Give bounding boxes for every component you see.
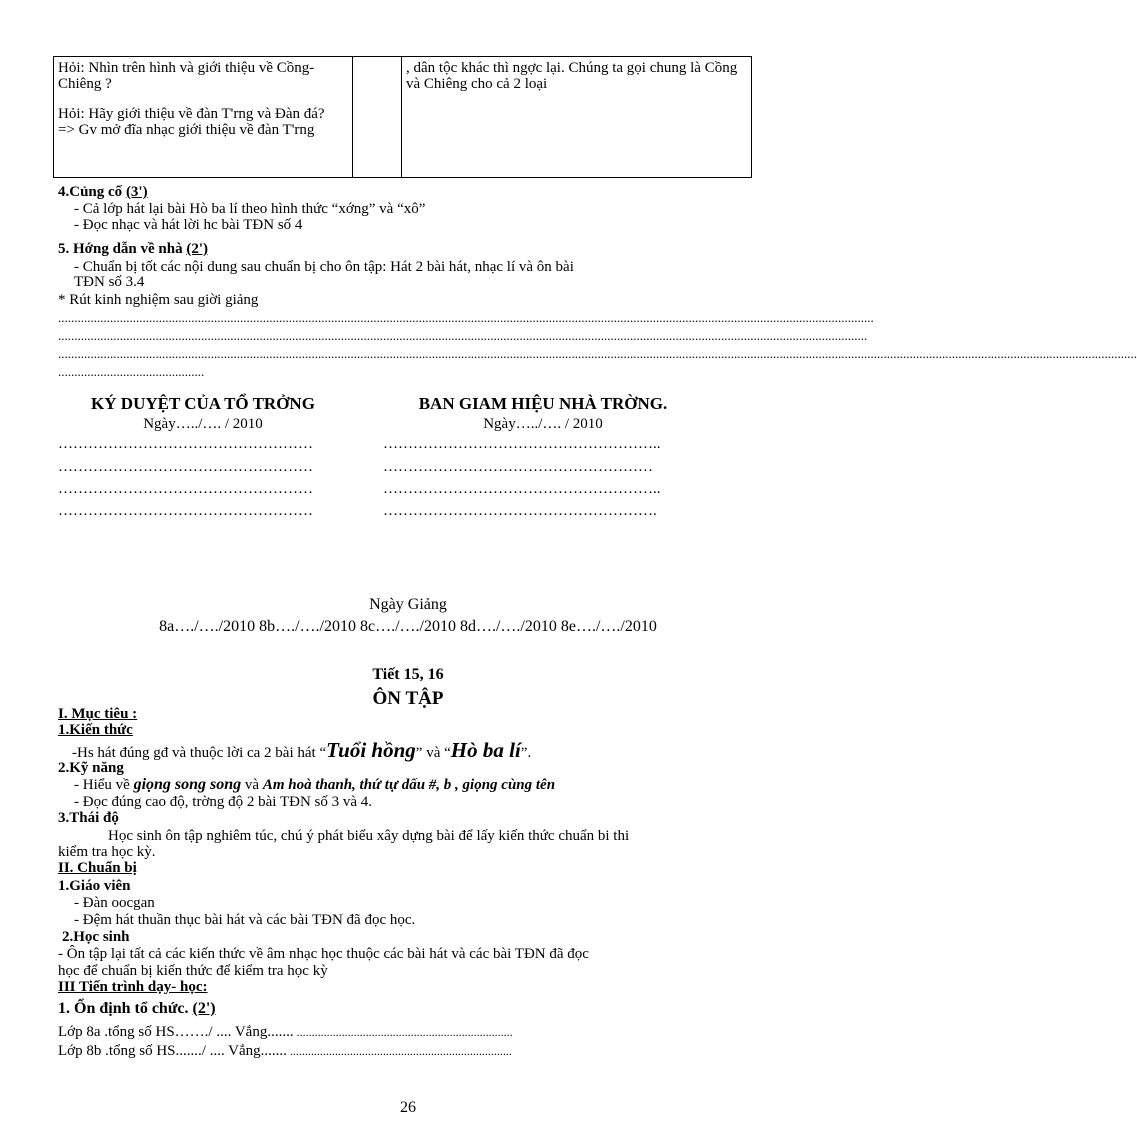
- ngay-giang-classes: 8a…./…./2010 8b…./…./2010 8c…./…./2010 8d…./…./2010 8e…./…./2010: [159, 618, 657, 635]
- dotted-line-4: .............................................: [58, 364, 205, 379]
- huongdan-time: (2'): [186, 241, 209, 257]
- lop-8a-dots: ........................................................................: [293, 1025, 513, 1039]
- chuanbi-heading: II. Chuẩn bị: [58, 860, 137, 876]
- ngay-giang-label: Ngày Giảng: [369, 596, 447, 613]
- huongdan-heading-text: 5. Hớng dẫn về nhà: [58, 241, 187, 257]
- ondinh-text: 1. Ổn định tổ chức.: [58, 1000, 193, 1017]
- sign-left-line-1: ……………………………………………: [58, 436, 313, 452]
- cungco-time: (3'): [125, 184, 148, 200]
- page-number: 26: [400, 1099, 416, 1116]
- ondinh-time: (2'): [192, 1000, 216, 1017]
- dotted-line-3: ............................................................................................................................................................................................................................................................................................................................................: [58, 346, 1137, 361]
- sign-left-line-2: ……………………………………………: [58, 459, 313, 475]
- dotted-line-2: .........................................................................................................................................................................................................................................................: [58, 328, 868, 343]
- ondinh-heading: [58, 1001, 216, 1017]
- muctieu-heading: I. Mục tiêu :: [58, 706, 138, 722]
- lop-8a-text: Lớp 8a .tổng số HS……./ .... Vắng.......: [58, 1024, 294, 1040]
- lop-8a-line: [58, 1024, 513, 1040]
- lesson-table: [53, 56, 752, 178]
- table-question-1: Hỏi: Nhìn trên hình và giới thiệu về Cồng- Chiêng ?: [58, 60, 315, 92]
- sign-left-line-3: ……………………………………………: [58, 481, 313, 497]
- table-question-2: Hỏi: Hãy giới thiệu về đàn T'rng và Đàn đá?: [58, 106, 325, 122]
- sign-right-line-2: ………………………………………………: [383, 459, 653, 475]
- table-left-cell: [54, 57, 353, 178]
- kynang-heading: 2.Kỹ năng: [58, 760, 124, 776]
- lesson-tiet: Tiết 15, 16: [372, 666, 444, 683]
- huongdan-heading: [58, 241, 208, 257]
- sign-left-title: KÝ DUYỆT CỦA TỔ TRỞNG: [91, 394, 315, 413]
- lop-8b-line: [58, 1043, 512, 1059]
- sign-right-line-1: ………………………………………………..: [383, 436, 661, 452]
- kynang-item-2: - Đọc đúng cao độ, trờng độ 2 bài TĐN số 3 và 4.: [74, 794, 373, 810]
- giaovien-heading: 1.Giáo viên: [58, 878, 131, 894]
- table-note: => Gv mở đĩa nhạc giới thiệu về đàn T'rng: [58, 122, 315, 138]
- sign-right-line-4: ……………………………………………….: [383, 503, 657, 519]
- hocsinh-line-1: - Ôn tập lại tất cả các kiến thức về âm nhạc học thuộc các bài hát và các bài TĐN đã đọc: [58, 946, 589, 962]
- lesson-title: ÔN TẬP: [372, 688, 444, 709]
- giaovien-item-1: - Đàn oocgan: [74, 895, 155, 911]
- hocsinh-line-2: học để chuẩn bị kiến thức để kiểm tra học kỳ: [58, 963, 328, 979]
- kt-post: ”.: [520, 745, 532, 761]
- thaido-line-1: Học sinh ôn tập nghiêm túc, chú ý phát biểu xây dựng bài để lấy kiến thức chuẩn bi thi: [108, 828, 630, 844]
- cungco-item-1: - Cả lớp hát lại bài Hò ba lí theo hình thức “xớng” và “xô”: [74, 201, 426, 217]
- thaido-heading: 3.Thái độ: [58, 810, 119, 826]
- sign-right-line-3: ………………………………………………..: [383, 481, 661, 497]
- sign-right-title: BAN GIAM HIỆU NHÀ TRỜNG.: [418, 394, 668, 413]
- table-middle-cell: [353, 57, 402, 178]
- lop-8b-text: Lớp 8b .tổng số HS......./ .... Vắng.......: [58, 1043, 287, 1059]
- hocsinh-heading: 2.Học sinh: [62, 929, 130, 945]
- sign-left-line-4: ……………………………………………: [58, 503, 313, 519]
- kienthuc-text: [72, 739, 531, 764]
- sign-left-date: Ngày…../…. / 2010: [143, 416, 263, 432]
- lop-8b-dots: ..........................................................................: [286, 1044, 512, 1058]
- thaido-line-2: kiểm tra học kỳ.: [58, 844, 156, 860]
- kn1-mid: và: [241, 777, 263, 793]
- giaovien-item-2: - Đệm hát thuần thục bài hát và các bài TĐN đã đọc học.: [74, 912, 416, 928]
- cungco-heading: [58, 184, 148, 200]
- kienthuc-heading: 1.Kiến thức: [58, 722, 133, 738]
- huongdan-item-line2: TĐN số 3.4: [74, 274, 145, 290]
- kn1-bold-3: , thứ tự dấu #, b , giọng cùng tên: [352, 777, 556, 793]
- kt-pre: -Hs hát đúng gđ và thuộc lời ca 2 bài hát “: [72, 745, 327, 761]
- kynang-item-1: [74, 777, 555, 793]
- kt-mid: ” và “: [415, 745, 451, 761]
- table-right-cell: [402, 57, 752, 178]
- sign-right-date: Ngày…../…. / 2010: [483, 416, 603, 432]
- kn1-bold-2: Am hoà thanh: [262, 777, 353, 793]
- kt-song-2: Hò ba lí: [450, 738, 521, 762]
- kt-song-1: Tuổi hồng: [326, 738, 416, 762]
- rutkinh-label: * Rút kinh nghiệm sau giời giảng: [58, 292, 259, 308]
- huongdan-item-line1: - Chuẩn bị tốt các nội dung sau chuẩn bị cho ôn tập: Hát 2 bài hát, nhạc lí và ôn bài: [74, 259, 574, 275]
- dotted-line-1: ...........................................................................................................................................................................................................................................................: [58, 310, 874, 325]
- table-right-text: , dân tộc khác thì ngợc lại. Chúng ta gọi chung là Cồng và Chiêng cho cả 2 loại: [406, 60, 738, 92]
- cungco-item-2: - Đọc nhạc và hát lời hc bài TĐN số 4: [74, 217, 303, 233]
- cungco-heading-text: 4.Củng cố: [58, 184, 126, 200]
- kn1-pre: - Hiểu về: [74, 777, 134, 793]
- tientrinh-heading: III Tiến trình dạy- học:: [58, 979, 208, 995]
- kn1-bold-1: giọng song song: [133, 776, 242, 793]
